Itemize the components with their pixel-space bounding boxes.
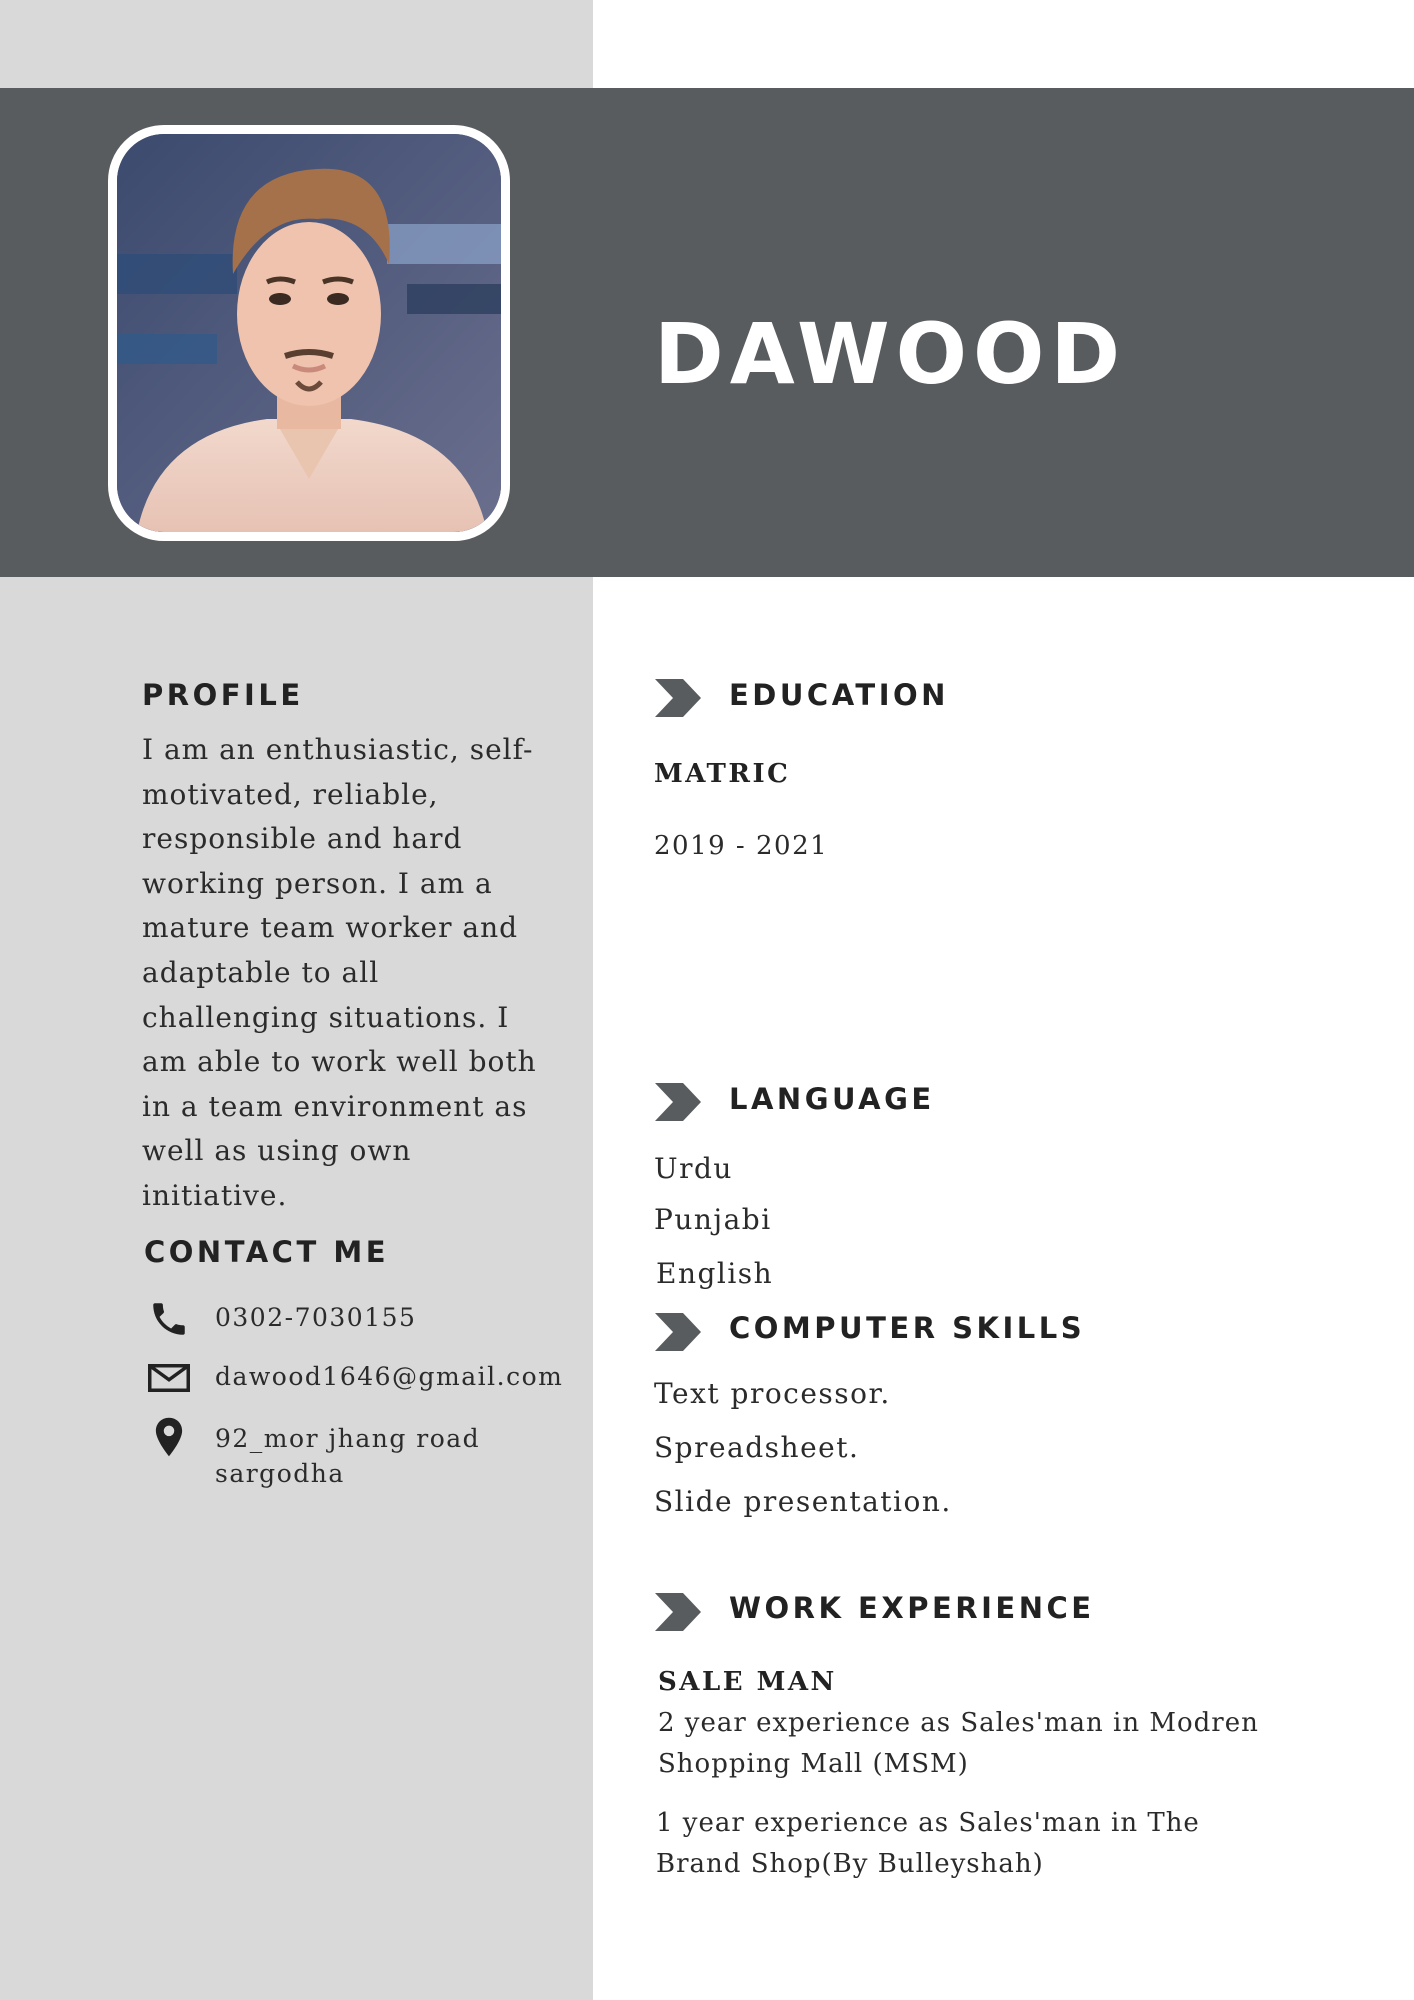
work-experience-heading: WORK EXPERIENCE xyxy=(729,1591,1095,1625)
email-address: dawood1646@gmail.com xyxy=(215,1362,564,1391)
language-item: Punjabi xyxy=(654,1203,772,1236)
profile-text: I am an enthusiastic, self-motivated, reliable, responsible and hard working person. I am a mature team worker and adaptable to all challenging situations. I am able to work well both in a team environment as well as using own initiative. xyxy=(142,733,537,1212)
language-item: English xyxy=(656,1257,774,1290)
candidate-name: DAWOOD xyxy=(654,305,1127,403)
education-heading: EDUCATION xyxy=(729,678,949,712)
address-line-1: 92_mor jhang road xyxy=(215,1424,481,1453)
education-degree: MATRIC xyxy=(654,759,791,789)
profile-heading: PROFILE xyxy=(142,678,304,712)
chevron-icon xyxy=(655,1593,701,1631)
education-years: 2019 - 2021 xyxy=(654,831,829,861)
work-entry: 1 year experience as Sales'man in The Brand Shop(By Bulleyshah) xyxy=(656,1808,1200,1879)
computer-skills-heading: COMPUTER SKILLS xyxy=(729,1311,1086,1345)
chevron-icon xyxy=(655,1313,701,1351)
chevron-icon xyxy=(655,1083,701,1121)
contact-heading: CONTACT ME xyxy=(144,1235,390,1269)
chevron-icon xyxy=(655,679,701,717)
address-line-2: sargodha xyxy=(215,1459,345,1488)
location-pin-icon xyxy=(148,1416,190,1458)
language-item: Urdu xyxy=(654,1152,733,1185)
skill-item: Text processor. xyxy=(654,1377,891,1410)
work-role: SALE MAN xyxy=(658,1667,837,1697)
profile-photo xyxy=(108,125,510,541)
language-heading: LANGUAGE xyxy=(729,1082,935,1116)
envelope-icon xyxy=(148,1357,190,1399)
phone-number: 0302-7030155 xyxy=(215,1303,417,1332)
work-entry: 2 year experience as Sales'man in Modren Shopping Mall (MSM) xyxy=(658,1708,1259,1779)
skill-item: Slide presentation. xyxy=(654,1485,952,1518)
skill-item: Spreadsheet. xyxy=(654,1431,860,1464)
phone-icon xyxy=(148,1298,190,1340)
